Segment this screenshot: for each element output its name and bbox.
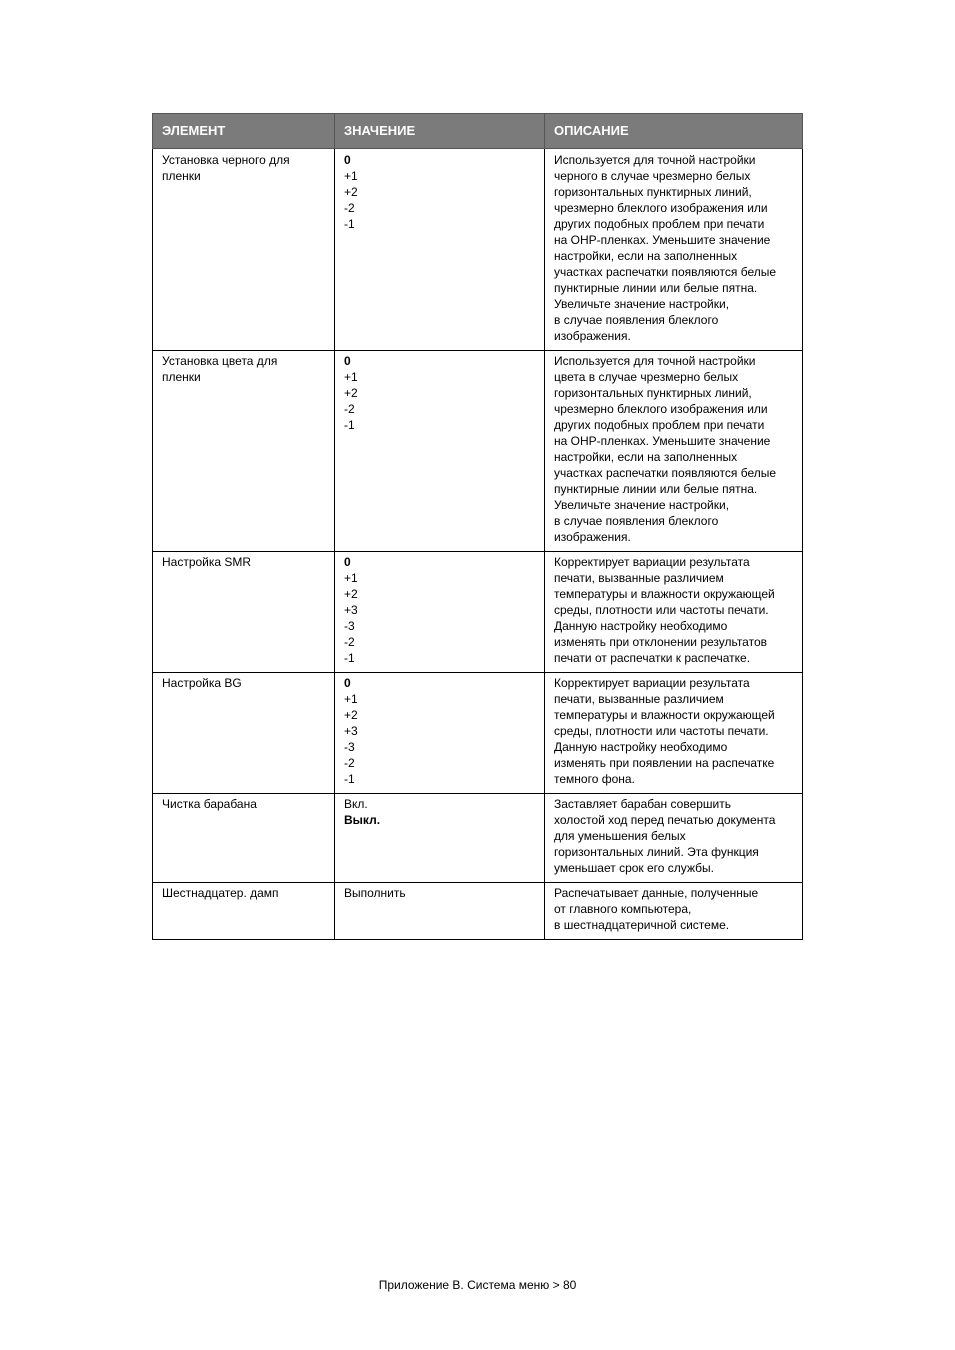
- description-line: в шестнадцатеричной системе.: [554, 918, 730, 932]
- description-line: настройки, если на заполненных: [554, 249, 738, 263]
- table-row: [153, 883, 803, 940]
- description-line: участках распечатки появляются белые: [554, 466, 777, 480]
- description-line: Используется для точной настройки: [554, 354, 756, 368]
- description-line: в случае появления блеклого: [554, 313, 719, 327]
- settings-table: [152, 113, 803, 940]
- default-value-option: 0: [344, 676, 351, 690]
- table-row: [153, 673, 803, 794]
- description-line: на OHP-пленках. Уменьшите значение: [554, 434, 771, 448]
- description-line: горизонтальных пунктирных линий,: [554, 386, 752, 400]
- description-line: печати от распечатки к распечатке.: [554, 651, 751, 665]
- description-line: Распечатывает данные, полученные: [554, 886, 759, 900]
- value-option: +1: [344, 692, 358, 706]
- cell-element: [153, 552, 335, 673]
- description-line: уменьшает срок его службы.: [554, 861, 714, 875]
- header-element: ЭЛЕМЕНТ: [153, 114, 335, 149]
- description-line: горизонтальных линий. Эта функция: [554, 845, 759, 859]
- cell-value: [335, 883, 545, 940]
- description-line: от главного компьютера,: [554, 902, 692, 916]
- page-footer: Приложение B. Система меню > 80: [378, 1278, 577, 1292]
- description-line: на OHP-пленках. Уменьшите значение: [554, 233, 771, 247]
- description-line: настройки, если на заполненных: [554, 450, 738, 464]
- description-line: других подобных проблем при печати: [554, 217, 765, 231]
- value-option: -3: [344, 740, 355, 754]
- description-line: изображения.: [554, 530, 631, 544]
- cell-description: [545, 673, 803, 794]
- cell-element: [153, 351, 335, 552]
- description-line: температуры и влажности окружающей: [554, 587, 775, 601]
- default-value-option: 0: [344, 555, 351, 569]
- value-option: -2: [344, 756, 355, 770]
- value-option: -3: [344, 619, 355, 633]
- description-line: изображения.: [554, 329, 631, 343]
- value-option: -1: [344, 217, 355, 231]
- value-option: +3: [344, 603, 358, 617]
- element-name-line: Настройка SMR: [162, 555, 252, 569]
- cell-value: [335, 794, 545, 883]
- element-name-line: Шестнадцатер. дамп: [162, 886, 279, 900]
- description-line: температуры и влажности окружающей: [554, 708, 775, 722]
- cell-description: [545, 883, 803, 940]
- description-line: пунктирные линии или белые пятна.: [554, 281, 758, 295]
- description-line: Заставляет барабан совершить: [554, 797, 731, 811]
- description-line: Увеличьте значение настройки,: [554, 498, 730, 512]
- description-line: других подобных проблем при печати: [554, 418, 765, 432]
- description-line: среды, плотности или частоты печати.: [554, 603, 769, 617]
- cell-description: [545, 552, 803, 673]
- cell-description: [545, 149, 803, 351]
- table-row: [153, 351, 803, 552]
- value-option: Вкл.: [344, 797, 368, 811]
- element-name-line: Чистка барабана: [162, 797, 257, 811]
- table-row: [153, 794, 803, 883]
- description-line: Данную настройку необходимо: [554, 619, 728, 633]
- table-header-row: [153, 114, 803, 149]
- description-line: печати, вызванные различием: [554, 571, 724, 585]
- value-option: +2: [344, 386, 358, 400]
- element-name-line: пленки: [162, 169, 201, 183]
- value-option: Выполнить: [344, 886, 406, 900]
- default-value-option: Выкл.: [344, 813, 381, 827]
- default-value-option: 0: [344, 153, 351, 167]
- cell-element: [153, 883, 335, 940]
- description-line: изменять при появлении на распечатке: [554, 756, 775, 770]
- cell-value: [335, 552, 545, 673]
- cell-element: [153, 794, 335, 883]
- description-line: Данную настройку необходимо: [554, 740, 728, 754]
- description-line: печати, вызванные различием: [554, 692, 724, 706]
- description-line: Корректирует вариации результата: [554, 676, 750, 690]
- description-line: темного фона.: [554, 772, 635, 786]
- description-line: Используется для точной настройки: [554, 153, 756, 167]
- table-row: [153, 552, 803, 673]
- description-line: среды, плотности или частоты печати.: [554, 724, 769, 738]
- description-line: черного в случае чрезмерно белых: [554, 169, 751, 183]
- cell-element: [153, 149, 335, 351]
- value-option: -1: [344, 651, 355, 665]
- table-row: [153, 149, 803, 351]
- value-option: -2: [344, 402, 355, 416]
- description-line: цвета в случае чрезмерно белых: [554, 370, 739, 384]
- value-option: -1: [344, 772, 355, 786]
- cell-value: [335, 351, 545, 552]
- description-line: в случае появления блеклого: [554, 514, 719, 528]
- description-line: для уменьшения белых: [554, 829, 686, 843]
- element-name-line: Установка цвета для: [162, 354, 278, 368]
- description-line: пунктирные линии или белые пятна.: [554, 482, 758, 496]
- value-option: -2: [344, 635, 355, 649]
- element-name-line: Настройка BG: [162, 676, 242, 690]
- value-option: +2: [344, 708, 358, 722]
- cell-element: [153, 673, 335, 794]
- description-line: чрезмерно блеклого изображения или: [554, 201, 768, 215]
- description-line: холостой ход перед печатью документа: [554, 813, 776, 827]
- value-option: +2: [344, 185, 358, 199]
- element-name-line: Установка черного для: [162, 153, 290, 167]
- value-option: +1: [344, 169, 358, 183]
- description-line: Увеличьте значение настройки,: [554, 297, 730, 311]
- description-line: участках распечатки появляются белые: [554, 265, 777, 279]
- cell-description: [545, 351, 803, 552]
- value-option: -1: [344, 418, 355, 432]
- description-line: изменять при отклонении результатов: [554, 635, 767, 649]
- value-option: -2: [344, 201, 355, 215]
- cell-value: [335, 149, 545, 351]
- description-line: чрезмерно блеклого изображения или: [554, 402, 768, 416]
- description-line: горизонтальных пунктирных линий,: [554, 185, 752, 199]
- description-line: Корректирует вариации результата: [554, 555, 750, 569]
- cell-description: [545, 794, 803, 883]
- header-value: ЗНАЧЕНИЕ: [335, 114, 545, 149]
- cell-value: [335, 673, 545, 794]
- value-option: +3: [344, 724, 358, 738]
- value-option: +1: [344, 571, 358, 585]
- value-option: +2: [344, 587, 358, 601]
- header-description: ОПИСАНИЕ: [545, 114, 803, 149]
- default-value-option: 0: [344, 354, 351, 368]
- element-name-line: пленки: [162, 370, 201, 384]
- table-body: [153, 149, 803, 940]
- value-option: +1: [344, 370, 358, 384]
